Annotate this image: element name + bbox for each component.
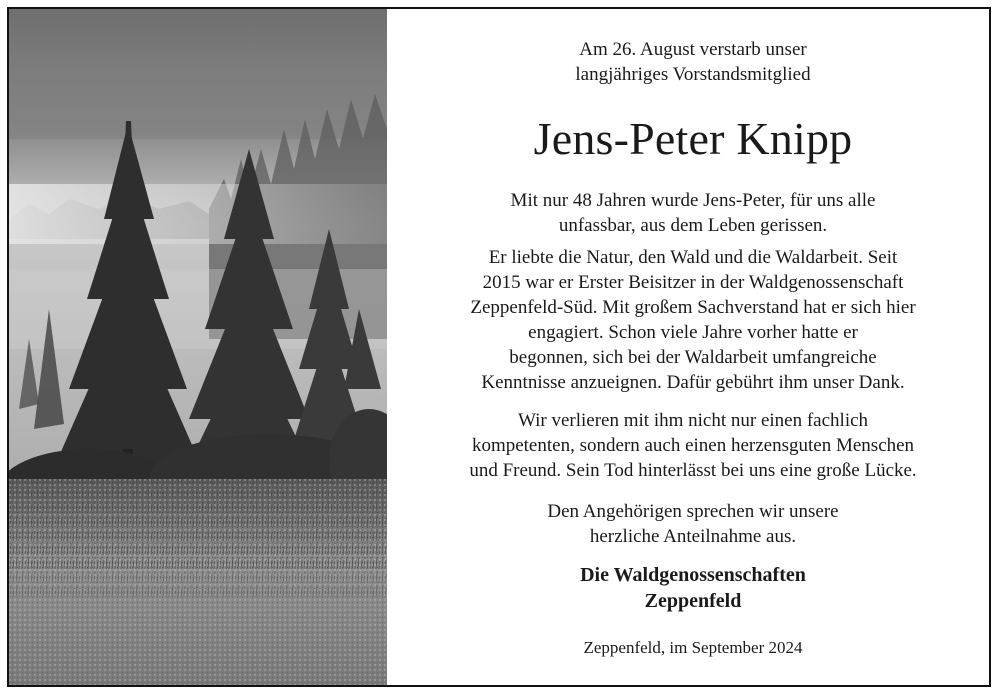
paragraph-1-line-1: Mit nur 48 Jahren wurde Jens-Peter, für uns alle	[510, 190, 876, 211]
paragraph-3-line-2: kompetenten, sondern auch einen herzensguten Menschen	[471, 435, 915, 456]
paragraph-4-line-2: herzliche Anteilnahme aus.	[589, 526, 797, 547]
forest-fog-image	[9, 9, 387, 685]
notice-text	[397, 9, 989, 685]
signature-line-1: Die Waldgenossenschaften	[580, 564, 806, 586]
forest-photo	[9, 9, 387, 685]
paragraph-2-line-5: begonnen, sich bei der Waldarbeit umfangreiche	[509, 347, 877, 368]
deceased-name: Jens-Peter Knipp	[533, 113, 853, 164]
signature-line-2: Zeppenfeld	[644, 590, 742, 612]
paragraph-4-line-1: Den Angehörigen sprechen wir unsere	[547, 501, 839, 522]
place-date: Zeppenfeld, im September 2024	[583, 638, 803, 657]
intro-line-2: langjähriges Vorstandsmitglied	[575, 64, 811, 85]
paragraph-2-line-4: engagiert. Schon viele Jahre vorher hatte er	[528, 322, 858, 343]
paragraph-2-line-6: Kenntnisse anzueignen. Dafür gebührt ihm unser Dank.	[481, 372, 905, 393]
paragraph-2-line-2: 2015 war er Erster Beisitzer in der Waldgenossenschaft	[482, 272, 904, 293]
paragraph-1-line-2: unfassbar, aus dem Leben gerissen.	[558, 215, 828, 236]
intro-line-1: Am 26. August verstarb unser	[579, 39, 807, 60]
obituary-notice	[7, 7, 991, 687]
paragraph-3-line-1: Wir verlieren mit ihm nicht nur einen fachlich	[517, 410, 869, 431]
paragraph-2-line-1: Er liebte die Natur, den Wald und die Waldarbeit. Seit	[488, 247, 898, 268]
paragraph-2-line-3: Zeppenfeld-Süd. Mit großem Sachverstand hat er sich hier	[470, 297, 916, 318]
paragraph-3-line-3: und Freund. Sein Tod hinterlässt bei uns eine große Lücke.	[469, 460, 917, 481]
